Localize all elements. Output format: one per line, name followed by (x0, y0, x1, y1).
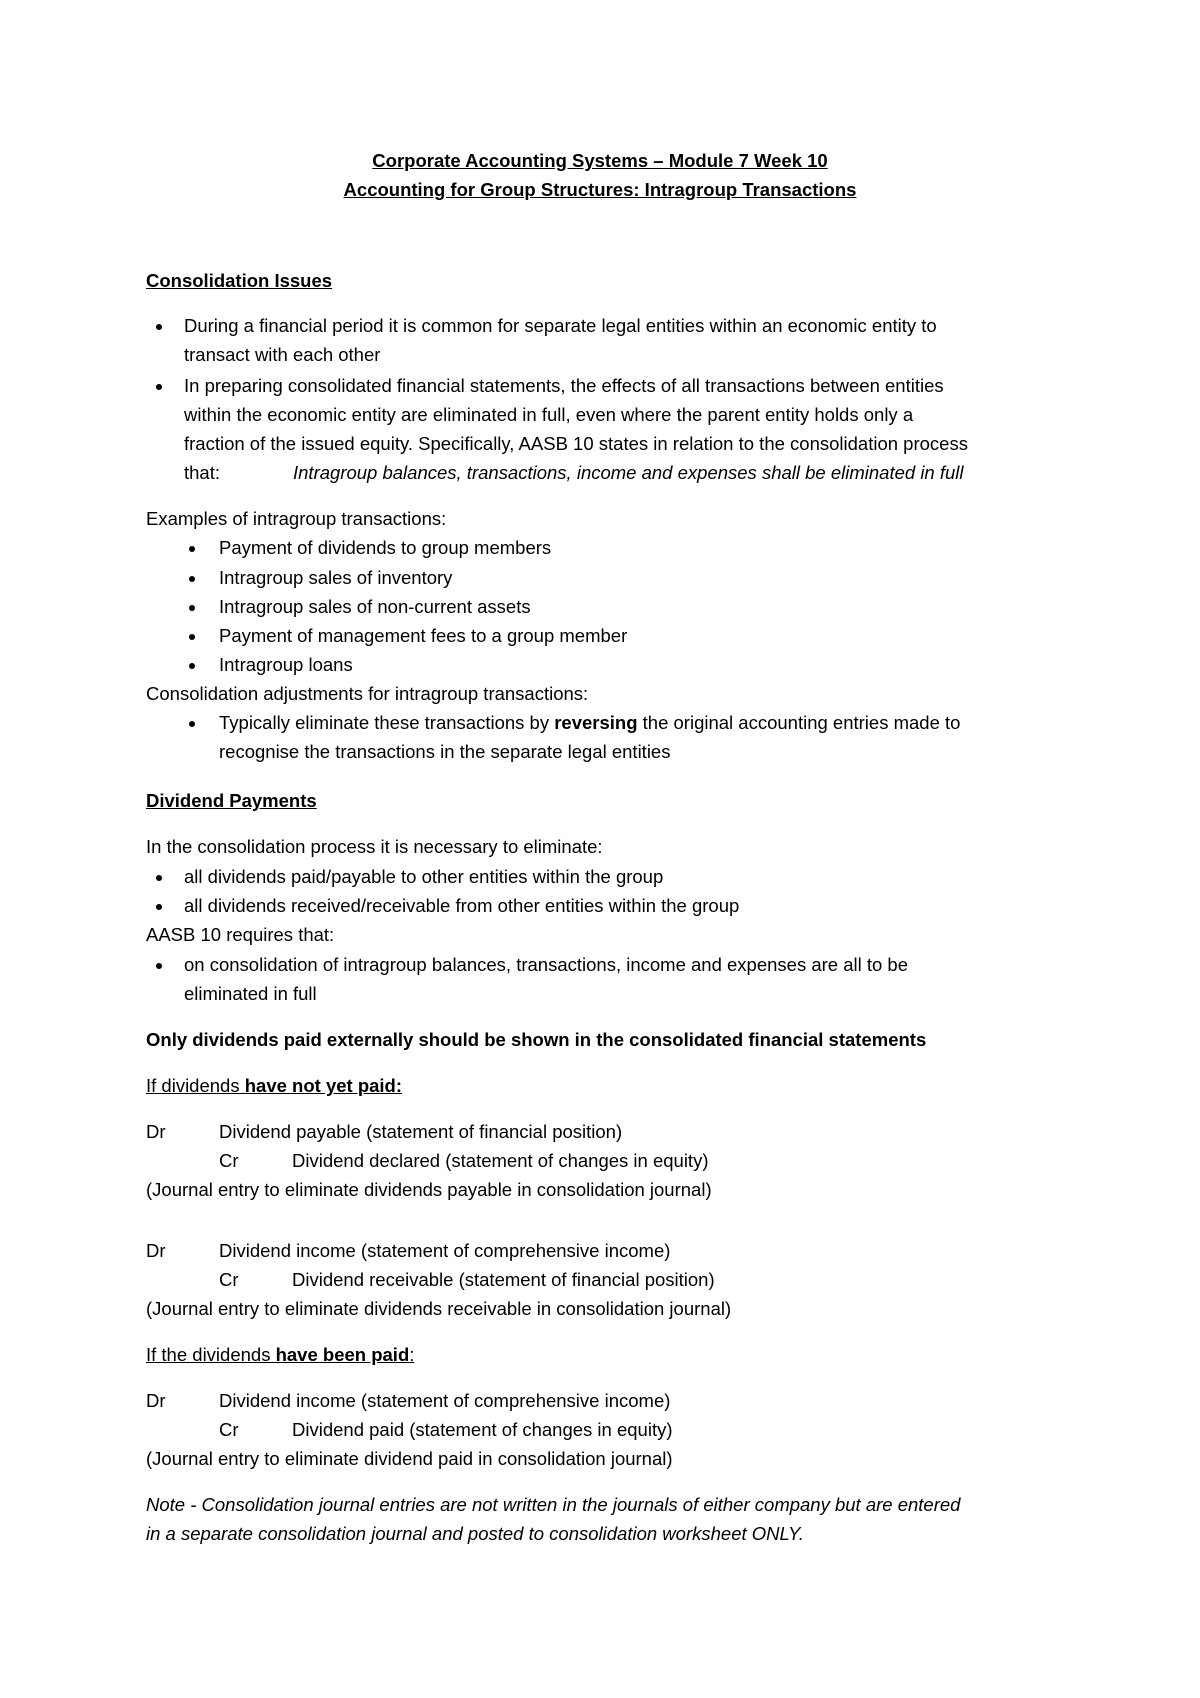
paragraph-line: transact with each other (184, 344, 381, 365)
paragraph-line: In the consolidation process it is necessary to eliminate: (146, 836, 603, 857)
adjustments-label: Consolidation adjustments for intragroup transactions: (146, 683, 589, 704)
journal-dr-text: Dividend payable (statement of financial position) (219, 1121, 623, 1142)
aasb-quote: Intragroup balances, transactions, income and expenses shall be eliminated in full (293, 462, 964, 483)
list-item: Intragroup sales of inventory (219, 567, 453, 588)
subheading-not-paid (146, 1075, 402, 1097)
list-item: all dividends received/receivable from other entities within the group (184, 895, 740, 916)
examples-label: Examples of intragroup transactions: (146, 508, 447, 529)
journal-dr-label: Dr (146, 1390, 166, 1411)
journal-dr-text: Dividend income (statement of comprehensive income) (219, 1240, 671, 1261)
text-run-bold: have been paid (275, 1344, 410, 1365)
journal-note: (Journal entry to eliminate dividend paid in consolidation journal) (146, 1448, 673, 1469)
paragraph-line: In preparing consolidated financial statements, the effects of all transactions between entities (184, 375, 944, 396)
bullet-icon (156, 904, 162, 910)
journal-cr-label: Cr (219, 1419, 239, 1440)
journal-dr-label: Dr (146, 1121, 166, 1142)
paragraph-line: within the economic entity are eliminated in full, even where the parent entity holds only a (184, 404, 914, 425)
list-item: Payment of dividends to group members (219, 537, 552, 558)
section-heading-consolidation-issues: Consolidation Issues (146, 270, 333, 291)
paragraph-line: fraction of the issued equity. Specifically, AASB 10 states in relation to the consolidation process (184, 433, 968, 454)
final-note-line: Note - Consolidation journal entries are not written in the journals of either company but are entered (146, 1494, 961, 1515)
paragraph-line: AASB 10 requires that: (146, 924, 335, 945)
final-note-line: in a separate consolidation journal and posted to consolidation worksheet ONLY. (146, 1523, 804, 1544)
text-run: : (409, 1344, 415, 1365)
journal-cr-label: Cr (219, 1269, 239, 1290)
list-item: Intragroup loans (219, 654, 353, 675)
paragraph-line: During a financial period it is common for separate legal entities within an economic entity to (184, 315, 937, 336)
journal-cr-text: Dividend receivable (statement of financial position) (292, 1269, 715, 1290)
list-item: all dividends paid/payable to other entities within the group (184, 866, 664, 887)
list-item: Payment of management fees to a group member (219, 625, 628, 646)
text-run: Typically eliminate these transactions by (219, 712, 550, 733)
subheading-paid (146, 1344, 414, 1366)
text-run: the original accounting entries made to (642, 712, 961, 733)
bold-statement: Only dividends paid externally should be shown in the consolidated financial statements (146, 1029, 927, 1050)
document-title: Corporate Accounting Systems – Module 7 Week 10 (372, 150, 828, 171)
paragraph-line: on consolidation of intragroup balances, transactions, income and expenses are all to be (184, 954, 909, 975)
text-run: If dividends (146, 1075, 240, 1096)
paragraph-line: that: (184, 462, 220, 483)
journal-dr-label: Dr (146, 1240, 166, 1261)
emphasis-reversing: reversing (554, 712, 638, 733)
text-run: If the dividends (146, 1344, 271, 1365)
bullet-icon (156, 324, 162, 330)
bullet-icon (189, 634, 195, 640)
bullet-icon (189, 546, 195, 552)
bullet-icon (189, 576, 195, 582)
journal-cr-text: Dividend paid (statement of changes in equity) (292, 1419, 673, 1440)
bullet-icon (189, 721, 195, 727)
journal-cr-text: Dividend declared (statement of changes in equity) (292, 1150, 709, 1171)
text-run-bold: have not yet paid: (244, 1075, 403, 1096)
journal-note: (Journal entry to eliminate dividends receivable in consolidation journal) (146, 1298, 732, 1319)
bullet-icon (156, 384, 162, 390)
document-subtitle: Accounting for Group Structures: Intragroup Transactions (343, 179, 857, 200)
paragraph-line (219, 712, 960, 734)
section-heading-dividend-payments: Dividend Payments (146, 790, 317, 811)
bullet-icon (156, 875, 162, 881)
paragraph-line: recognise the transactions in the separate legal entities (219, 741, 671, 762)
bullet-icon (156, 963, 162, 969)
journal-cr-label: Cr (219, 1150, 239, 1171)
journal-dr-text: Dividend income (statement of comprehensive income) (219, 1390, 671, 1411)
list-item: Intragroup sales of non-current assets (219, 596, 531, 617)
journal-note: (Journal entry to eliminate dividends payable in consolidation journal) (146, 1179, 712, 1200)
paragraph-line: eliminated in full (184, 983, 317, 1004)
bullet-icon (189, 605, 195, 611)
bullet-icon (189, 663, 195, 669)
